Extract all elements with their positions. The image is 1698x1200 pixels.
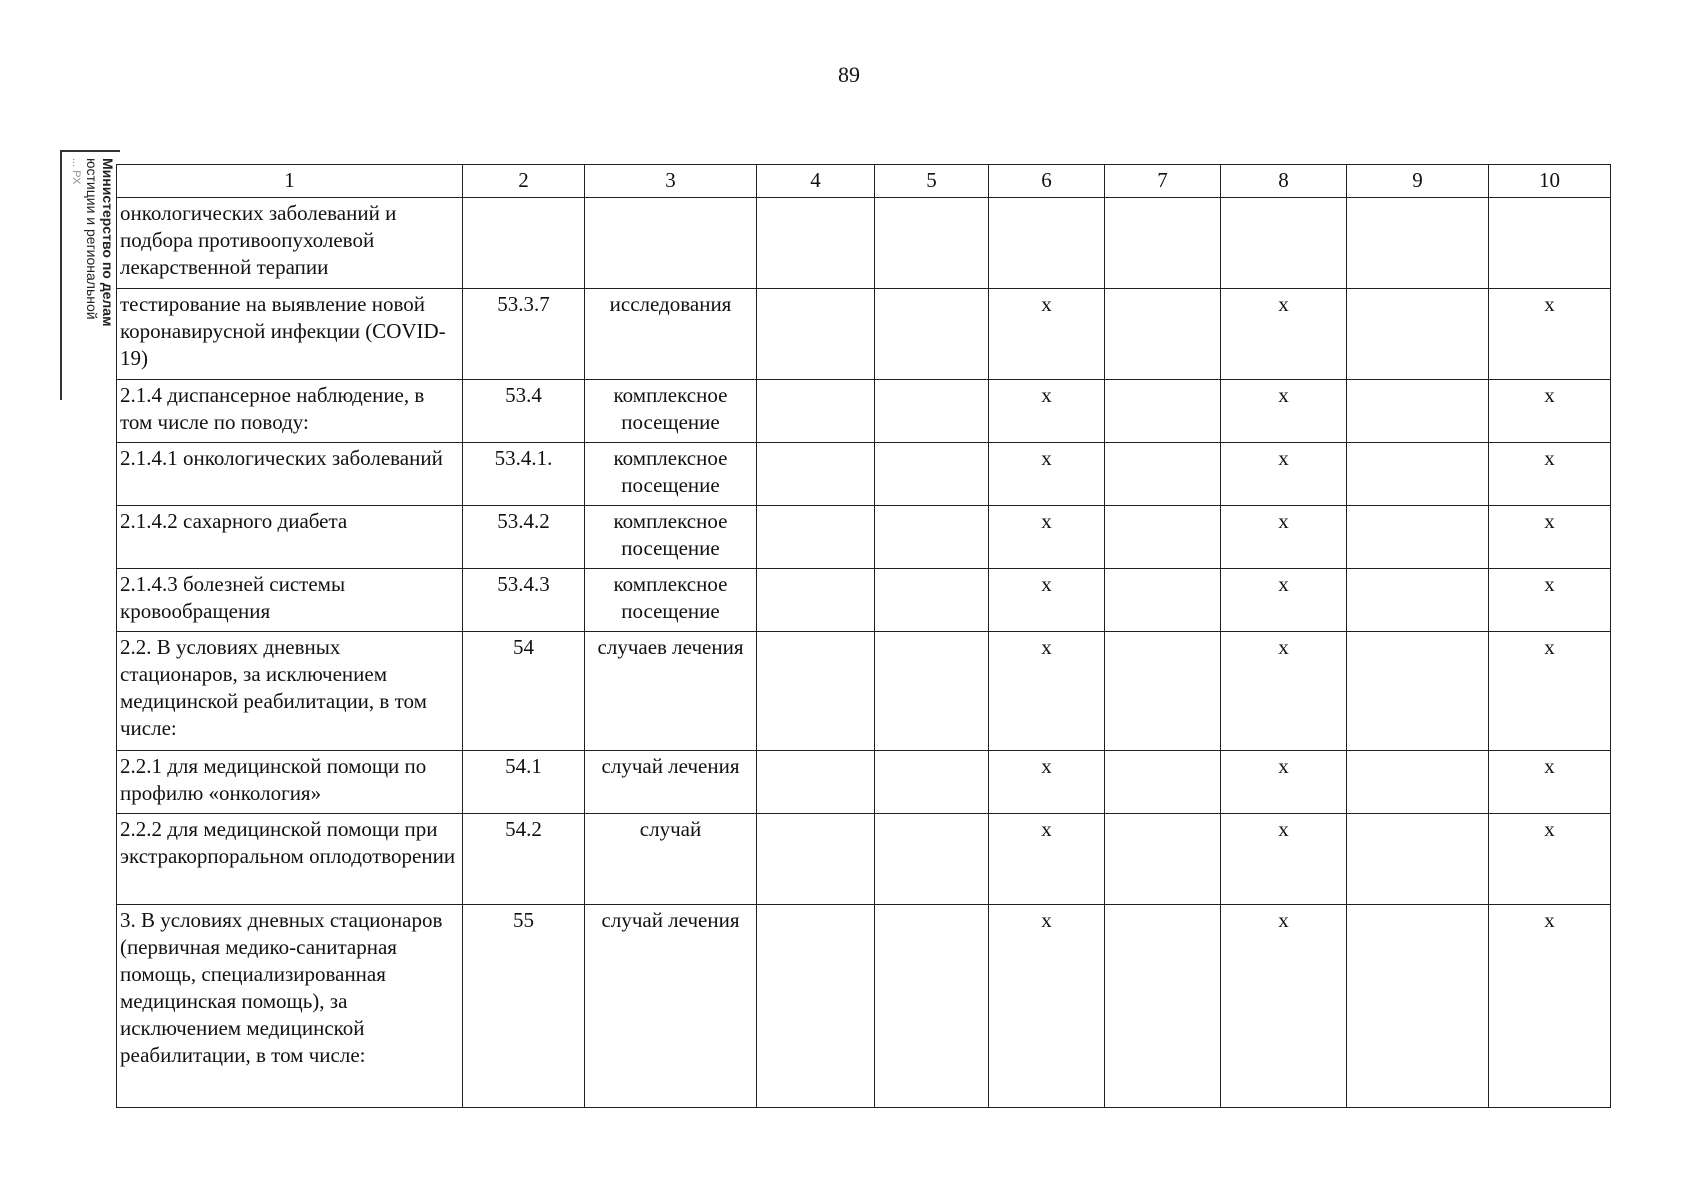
row-col9-cell: [1347, 380, 1489, 443]
row-col7-cell: [1105, 569, 1221, 632]
row-col6-cell: х: [989, 289, 1105, 380]
row-col6-cell: х: [989, 632, 1105, 751]
row-col8-cell: х: [1221, 814, 1347, 905]
row-code-cell: 54: [463, 632, 585, 751]
header-row: [117, 165, 1611, 198]
row-unit-cell: [585, 198, 757, 289]
row-col8-cell: х: [1221, 569, 1347, 632]
header-cell: 1: [117, 165, 463, 198]
row-unit-cell: случаев лечения: [585, 632, 757, 751]
row-col4-cell: [757, 443, 875, 506]
row-col7-cell: [1105, 380, 1221, 443]
row-col4-cell: [757, 632, 875, 751]
header-cell: 2: [463, 165, 585, 198]
row-code-cell: 53.3.7: [463, 289, 585, 380]
row-code-cell: 55: [463, 905, 585, 1108]
row-col5-cell: [875, 289, 989, 380]
row-col7-cell: [1105, 289, 1221, 380]
row-unit-cell: случай лечения: [585, 905, 757, 1108]
header-cell: 3: [585, 165, 757, 198]
header-cell: 8: [1221, 165, 1347, 198]
row-col9-cell: [1347, 905, 1489, 1108]
row-col6-cell: х: [989, 905, 1105, 1108]
row-col4-cell: [757, 569, 875, 632]
row-code-cell: 53.4: [463, 380, 585, 443]
row-name-cell: 2.2.2 для медицинской помощи при экстракорпоральном оплодотворении: [117, 814, 463, 905]
table-row: [117, 506, 1611, 569]
row-col7-cell: [1105, 814, 1221, 905]
row-col7-cell: [1105, 751, 1221, 814]
row-col8-cell: х: [1221, 632, 1347, 751]
row-code-cell: 54.2: [463, 814, 585, 905]
row-unit-cell: случай лечения: [585, 751, 757, 814]
row-col6-cell: х: [989, 751, 1105, 814]
row-col5-cell: [875, 380, 989, 443]
row-col4-cell: [757, 289, 875, 380]
row-col8-cell: х: [1221, 289, 1347, 380]
row-code-cell: 53.4.1.: [463, 443, 585, 506]
row-col6-cell: х: [989, 506, 1105, 569]
row-unit-cell: комплексное посещение: [585, 506, 757, 569]
header-cell: 6: [989, 165, 1105, 198]
row-col9-cell: [1347, 632, 1489, 751]
row-unit-cell: комплексное посещение: [585, 569, 757, 632]
stamp-line-3: ... РХ: [70, 158, 82, 185]
row-col6-cell: х: [989, 569, 1105, 632]
stamp-line-2: юстиции и региональной: [84, 158, 100, 320]
row-name-cell: 2.1.4.2 сахарного диабета: [117, 506, 463, 569]
row-col8-cell: х: [1221, 506, 1347, 569]
row-col9-cell: [1347, 289, 1489, 380]
row-col5-cell: [875, 751, 989, 814]
row-col4-cell: [757, 380, 875, 443]
row-col9-cell: [1347, 751, 1489, 814]
row-col10-cell: х: [1489, 506, 1611, 569]
header-cell: 9: [1347, 165, 1489, 198]
row-col8-cell: х: [1221, 751, 1347, 814]
row-name-cell: онкологических заболеваний и подбора противоопухолевой лекарственной терапии: [117, 198, 463, 289]
row-col10-cell: х: [1489, 569, 1611, 632]
row-name-cell: 2.2.1 для медицинской помощи по профилю «онкология»: [117, 751, 463, 814]
row-unit-cell: комплексное посещение: [585, 443, 757, 506]
row-col5-cell: [875, 569, 989, 632]
row-col10-cell: х: [1489, 632, 1611, 751]
row-col4-cell: [757, 198, 875, 289]
row-col8-cell: х: [1221, 443, 1347, 506]
row-code-cell: 53.4.3: [463, 569, 585, 632]
row-col10-cell: х: [1489, 443, 1611, 506]
row-col5-cell: [875, 506, 989, 569]
table-row: [117, 905, 1611, 1108]
row-col7-cell: [1105, 198, 1221, 289]
table-row: [117, 380, 1611, 443]
row-col7-cell: [1105, 632, 1221, 751]
row-name-cell: 2.1.4.3 болезней системы кровообращения: [117, 569, 463, 632]
row-col8-cell: [1221, 198, 1347, 289]
row-name-cell: 3. В условиях дневных стационаров (первичная медико-санитарная помощь, специализированная медицинская помощь), за исключением медицинской реабилитации, в том числе:: [117, 905, 463, 1108]
row-col9-cell: [1347, 198, 1489, 289]
row-name-cell: 2.1.4.1 онкологических заболеваний: [117, 443, 463, 506]
row-col4-cell: [757, 814, 875, 905]
row-col7-cell: [1105, 443, 1221, 506]
table-row: [117, 443, 1611, 506]
row-unit-cell: случай: [585, 814, 757, 905]
row-col10-cell: х: [1489, 751, 1611, 814]
row-col7-cell: [1105, 506, 1221, 569]
row-col10-cell: х: [1489, 905, 1611, 1108]
row-col7-cell: [1105, 905, 1221, 1108]
row-name-cell: 2.1.4 диспансерное наблюдение, в том числе по поводу:: [117, 380, 463, 443]
row-col10-cell: [1489, 198, 1611, 289]
row-col6-cell: х: [989, 814, 1105, 905]
header-cell: 4: [757, 165, 875, 198]
row-col6-cell: х: [989, 380, 1105, 443]
row-code-cell: 53.4.2: [463, 506, 585, 569]
row-col8-cell: х: [1221, 380, 1347, 443]
table-row: [117, 198, 1611, 289]
row-col9-cell: [1347, 443, 1489, 506]
row-unit-cell: комплексное посещение: [585, 380, 757, 443]
data-table: [116, 164, 1611, 1108]
row-col4-cell: [757, 751, 875, 814]
row-col10-cell: х: [1489, 289, 1611, 380]
header-cell: 7: [1105, 165, 1221, 198]
row-col8-cell: х: [1221, 905, 1347, 1108]
row-col4-cell: [757, 506, 875, 569]
row-col4-cell: [757, 905, 875, 1108]
table-row: [117, 289, 1611, 380]
header-cell: 5: [875, 165, 989, 198]
row-unit-cell: исследования: [585, 289, 757, 380]
stamp-line-1: Министерство по делам: [100, 158, 116, 327]
row-col5-cell: [875, 443, 989, 506]
row-col5-cell: [875, 632, 989, 751]
table-row: [117, 814, 1611, 905]
page-number: 89: [838, 62, 860, 87]
row-col10-cell: х: [1489, 814, 1611, 905]
row-col10-cell: х: [1489, 380, 1611, 443]
row-col9-cell: [1347, 569, 1489, 632]
row-col6-cell: [989, 198, 1105, 289]
table-row: [117, 632, 1611, 751]
row-col9-cell: [1347, 506, 1489, 569]
header-cell: 10: [1489, 165, 1611, 198]
table-row: [117, 751, 1611, 814]
row-name-cell: тестирование на выявление новой коронавирусной инфекции (COVID-19): [117, 289, 463, 380]
row-name-cell: 2.2. В условиях дневных стационаров, за исключением медицинской реабилитации, в том числе:: [117, 632, 463, 751]
table-row: [117, 569, 1611, 632]
row-col9-cell: [1347, 814, 1489, 905]
row-col5-cell: [875, 198, 989, 289]
row-code-cell: 54.1: [463, 751, 585, 814]
row-col5-cell: [875, 814, 989, 905]
row-col5-cell: [875, 905, 989, 1108]
row-col6-cell: х: [989, 443, 1105, 506]
registration-stamp: [60, 150, 120, 400]
row-code-cell: [463, 198, 585, 289]
